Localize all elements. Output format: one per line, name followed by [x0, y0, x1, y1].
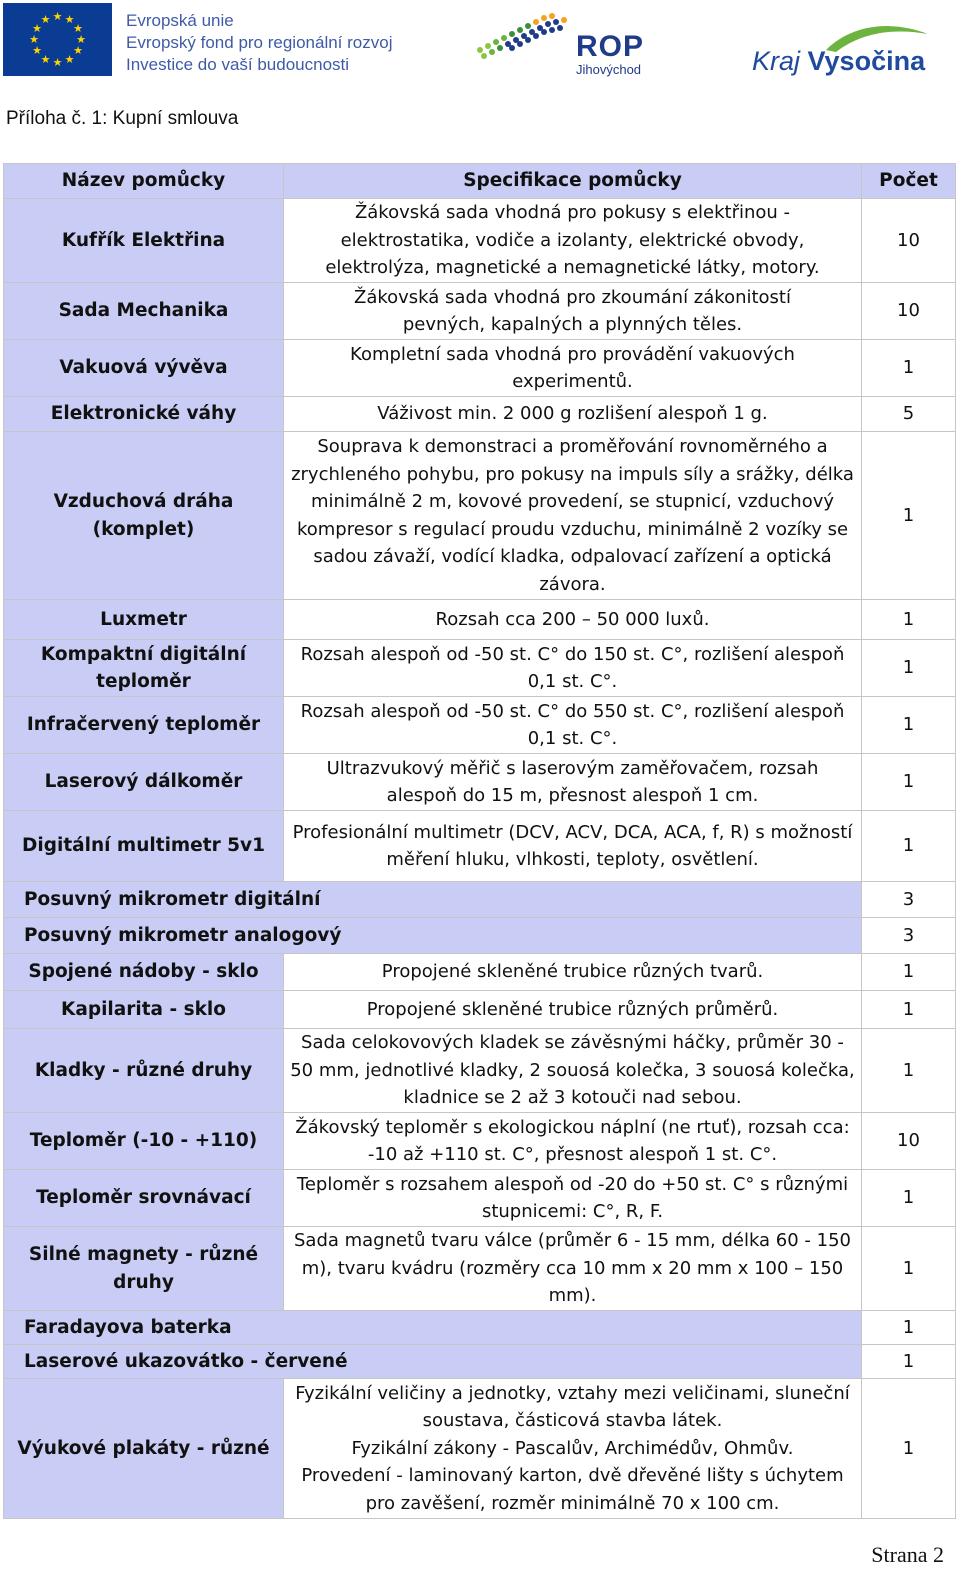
- table-row: [4, 1227, 956, 1311]
- item-spec: Žákovský teploměr s ekologickou náplní (ne rtuť), rozsah cca: -10 až +110 st. C°, přesnost alespoň 1 st. C°.: [284, 1113, 862, 1170]
- item-name: Kapilarita - sklo: [4, 991, 284, 1029]
- item-qty: 1: [862, 697, 956, 754]
- item-qty: 1: [862, 640, 956, 697]
- item-name: Kufřík Elektřina: [4, 199, 284, 283]
- rop-sub-text: Jihovýchod: [576, 62, 642, 77]
- item-name: Elektronické váhy: [4, 397, 284, 432]
- table-row: [4, 754, 956, 811]
- item-qty: 3: [862, 918, 956, 954]
- item-spec: Váživost min. 2 000 g rozlišení alespoň 1 g.: [284, 397, 862, 432]
- kraj-vysocina-logo: [752, 20, 932, 82]
- svg-text:★: ★: [73, 22, 83, 35]
- rop-logo: [472, 8, 662, 80]
- item-name: Sada Mechanika: [4, 283, 284, 340]
- item-name: Posuvný mikrometr digitální: [4, 882, 862, 918]
- table-row: [4, 1379, 956, 1519]
- item-name: Vzduchová dráha (komplet): [4, 432, 284, 600]
- kraj-text: [752, 46, 925, 77]
- eu-flag-logo: [3, 3, 112, 76]
- item-name: Kladky - různé druhy: [4, 1029, 284, 1113]
- item-name: Digitální multimetr 5v1: [4, 811, 284, 882]
- header-name: Název pomůcky: [4, 164, 284, 199]
- rop-main-text: ROP: [576, 30, 645, 63]
- item-qty: 10: [862, 283, 956, 340]
- table-row: [4, 954, 956, 991]
- item-qty: 5: [862, 397, 956, 432]
- table-row: [4, 283, 956, 340]
- svg-text:★: ★: [73, 44, 83, 57]
- item-name: Teploměr (-10 - +110): [4, 1113, 284, 1170]
- item-spec: Kompletní sada vhodná pro provádění vakuových experimentů.: [284, 340, 862, 397]
- item-qty: 1: [862, 432, 956, 600]
- svg-text:★: ★: [40, 13, 51, 26]
- item-qty: 1: [862, 1345, 956, 1379]
- table-row: [4, 882, 956, 918]
- table-row: [4, 640, 956, 697]
- equipment-table: [3, 163, 956, 1519]
- item-spec: Žákovská sada vhodná pro pokusy s elektřinou - elektrostatika, vodiče a izolanty, elektrické obvody, elektrolýza, magnetické a nemagnetické látky, motory.: [284, 199, 862, 283]
- eu-text: [126, 10, 392, 76]
- spec-line: Fyzikální zákony - Pascalův, Archimédův, Ohmův.: [351, 1437, 794, 1459]
- item-name: Vakuová vývěva: [4, 340, 284, 397]
- item-spec: Propojené skleněné trubice různých tvarů.: [284, 954, 862, 991]
- table-row: [4, 432, 956, 600]
- table-row: [4, 1029, 956, 1113]
- annex-title: Příloha č. 1: Kupní smlouva: [6, 108, 239, 129]
- spec-line: Fyzikální veličiny a jednotky, vztahy mezi veličinami, sluneční soustava, částicová stavba látek.: [295, 1382, 850, 1432]
- table-row: [4, 340, 956, 397]
- svg-text:★: ★: [29, 33, 39, 46]
- item-spec: Ultrazvukový měřič s laserovým zaměřovačem, rozsah alespoň do 15 m, přesnost alespoň 1 cm.: [284, 754, 862, 811]
- item-name: Teploměr srovnávací: [4, 1170, 284, 1227]
- svg-text:★: ★: [52, 56, 63, 69]
- item-name: Infračervený teploměr: [4, 697, 284, 754]
- item-qty: 3: [862, 882, 956, 918]
- svg-text:★: ★: [64, 13, 75, 26]
- table-row: [4, 1345, 956, 1379]
- item-name: Faradayova baterka: [4, 1311, 862, 1345]
- table-row: [4, 1113, 956, 1170]
- table-row: [4, 397, 956, 432]
- item-qty: 1: [862, 1227, 956, 1311]
- kraj-text-part2: Vysočina: [807, 46, 926, 76]
- item-qty: 1: [862, 811, 956, 882]
- table-row: [4, 600, 956, 640]
- item-qty: 1: [862, 1029, 956, 1113]
- item-spec: Rozsah alespoň od -50 st. C° do 550 st. C°, rozlišení alespoň 0,1 st. C°.: [284, 697, 862, 754]
- item-qty: 1: [862, 991, 956, 1029]
- item-name: Laserové ukazovátko - červené: [4, 1345, 862, 1379]
- header-spec: Specifikace pomůcky: [284, 164, 862, 199]
- spec-line: Provedení - laminovaný karton, dvě dřevěné lišty s úchytem pro zavěšení, rozměr minimálně 70 x 100 cm.: [301, 1465, 844, 1514]
- table-row: [4, 1311, 956, 1345]
- item-name: Luxmetr: [4, 600, 284, 640]
- kraj-text-part1: Kraj: [752, 46, 801, 76]
- item-qty: 1: [862, 1311, 956, 1345]
- item-name: Silné magnety - různé druhy: [4, 1227, 284, 1311]
- item-spec: Žákovská sada vhodná pro zkoumání zákonitostí pevných, kapalných a plynných těles.: [284, 283, 862, 340]
- svg-text:★: ★: [32, 22, 42, 35]
- eu-text-line: Evropský fond pro regionální rozvoj: [126, 33, 393, 52]
- item-qty: 1: [862, 340, 956, 397]
- item-qty: 1: [862, 954, 956, 991]
- table-row: [4, 697, 956, 754]
- svg-text:★: ★: [40, 53, 51, 66]
- item-spec: [284, 1379, 862, 1519]
- item-spec: Teploměr s rozsahem alespoň od -20 do +50 st. C° s různými stupnicemi: C°, R, F.: [284, 1170, 862, 1227]
- svg-text:★: ★: [32, 44, 42, 57]
- item-name: Laserový dálkoměr: [4, 754, 284, 811]
- item-spec: Sada magnetů tvaru válce (průměr 6 - 15 mm, délka 60 - 150 m), tvaru kvádru (rozměry cca 10 mm x 20 mm x 100 – 150 mm).: [284, 1227, 862, 1311]
- svg-text:★: ★: [52, 10, 63, 23]
- item-qty: 1: [862, 600, 956, 640]
- item-qty: 10: [862, 199, 956, 283]
- svg-text:★: ★: [76, 33, 86, 46]
- item-name: Výukové plakáty - různé: [4, 1379, 284, 1519]
- table-row: [4, 199, 956, 283]
- svg-text:★: ★: [64, 53, 75, 66]
- item-spec: Propojené skleněné trubice různých průměrů.: [284, 991, 862, 1029]
- table-header-row: [4, 164, 956, 199]
- item-spec: Rozsah cca 200 – 50 000 luxů.: [284, 600, 862, 640]
- table-row: [4, 991, 956, 1029]
- item-qty: 1: [862, 1379, 956, 1519]
- item-spec: Profesionální multimetr (DCV, ACV, DCA, ACA, f, R) s možností měření hluku, vlhkosti, teploty, osvětlení.: [284, 811, 862, 882]
- item-qty: 1: [862, 754, 956, 811]
- item-qty: 10: [862, 1113, 956, 1170]
- eu-text-line: Evropská unie: [126, 11, 234, 30]
- item-name: Posuvný mikrometr analogový: [4, 918, 862, 954]
- rop-dots-icon: [472, 8, 576, 68]
- item-spec: Souprava k demonstraci a proměřování rovnoměrného a zrychleného pohybu, pro pokusy na impuls síly a srážky, délka minimálně 2 m, kovové provedení, se stupnicí, vzduchový kompresor s regulací proudu vzduchu, minimálně 2 vozíky se sadou závaží, vodící kladka, odpalovací zařízení a optická závora.: [284, 432, 862, 600]
- item-qty: 1: [862, 1170, 956, 1227]
- page-number: Strana 2: [871, 1542, 944, 1567]
- item-spec: Sada celokovových kladek se závěsnými háčky, průměr 30 - 50 mm, jednotlivé kladky, 2 souosá kolečka, 3 souosá kolečka, kladnice se 2 až 3 kotouči nad sebou.: [284, 1029, 862, 1113]
- table-row: [4, 811, 956, 882]
- table-row: [4, 1170, 956, 1227]
- table-row: [4, 918, 956, 954]
- item-name: Spojené nádoby - sklo: [4, 954, 284, 991]
- item-name: Kompaktní digitální teploměr: [4, 640, 284, 697]
- eu-text-line: Investice do vaší budoucnosti: [126, 55, 350, 74]
- item-spec: Rozsah alespoň od -50 st. C° do 150 st. C°, rozlišení alespoň 0,1 st. C°.: [284, 640, 862, 697]
- header-qty: Počet: [862, 164, 956, 199]
